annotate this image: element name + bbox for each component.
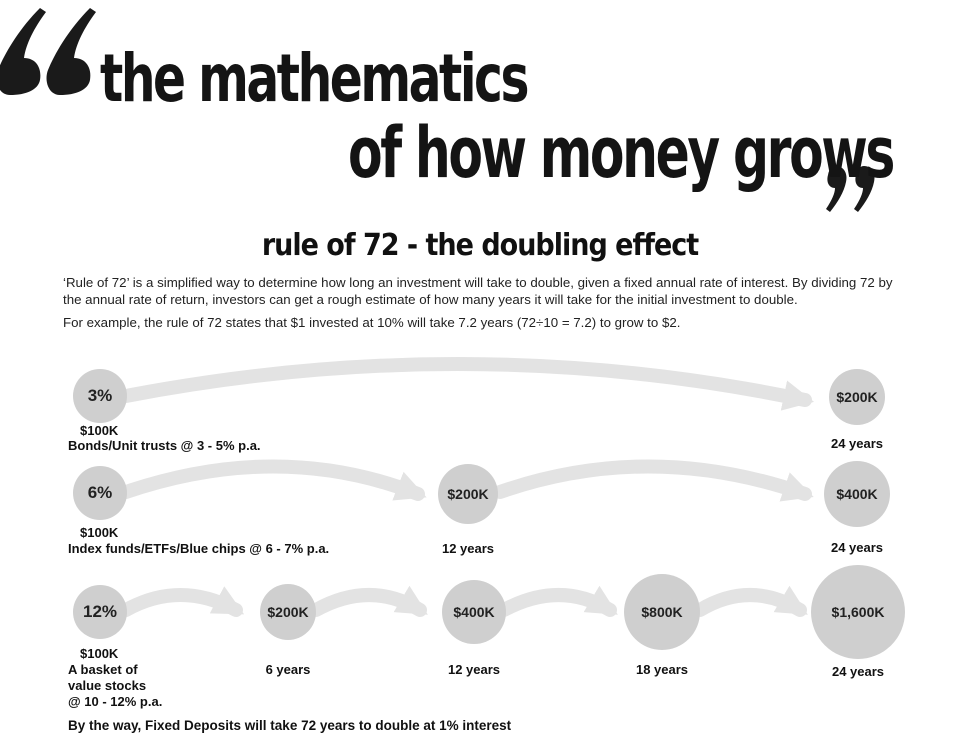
amount-label-row3-m1: $200K [267,604,309,620]
rate-label-row1: 3% [87,386,113,405]
arrow-row3-1 [126,595,236,610]
rate-label-row3: 12% [82,602,118,621]
years-label-row2-m1: 12 years [441,541,495,556]
arrow-row3-4 [700,595,800,610]
amount-label-row2-m1: $200K [447,486,489,502]
start-label-row1: $100K [80,423,119,438]
footnote: By the way, Fixed Deposits will take 72 years to double at 1% interest [68,718,512,733]
arrow-row3-2 [316,595,420,610]
description-row1: Bonds/Unit trusts @ 3 - 5% p.a. [68,438,261,453]
arrow-row2-1 [126,466,418,494]
title-line-2: of how money grows [348,112,894,194]
title-line-1: the mathematics [100,40,527,117]
years-label-row3-m2: 12 years [447,662,501,677]
amount-label-row2-m2: $400K [836,486,878,502]
description-row3-line1: A basket of [68,662,138,677]
amount-label-row3-m4: $1,600K [831,604,885,620]
amount-label-row3-m3: $800K [641,604,683,620]
years-label-row3-m3: 18 years [635,662,689,677]
amount-label-row1-m1: $200K [836,389,878,405]
years-label-row3-m1: 6 years [265,662,311,677]
description-row3-line2: value stocks [68,678,147,693]
example-paragraph: For example, the rule of 72 states that $1 invested at 10% will take 7.2 years (72÷10 = 7.2) to grow to $2. [63,315,681,330]
arrow-row2-2 [500,466,805,494]
start-label-row2: $100K [80,525,119,540]
amount-label-row3-m2: $400K [453,604,495,620]
rate-label-row2: 6% [87,483,113,502]
years-label-row1-m1: 24 years [830,436,884,451]
intro-paragraph: ‘Rule of 72’ is a simplified way to determine how long an investment will take to double, given a fixed annual rate of interest. By dividing 72 by the annual rate of return, investors can get a rough estimate of how many years it will take for the initial investment to double. [63,275,893,307]
years-label-row2-m2: 24 years [830,540,884,555]
description-row3-line3: @ 10 - 12% p.a. [68,694,163,709]
subtitle: rule of 72 - the doubling effect [261,228,699,263]
years-label-row3-m4: 24 years [831,664,885,679]
start-label-row3: $100K [80,646,119,661]
arrow-row1-1 [126,364,805,400]
description-row2: Index funds/ETFs/Blue chips @ 6 - 7% p.a. [68,541,330,556]
arrow-row3-3 [504,595,610,610]
